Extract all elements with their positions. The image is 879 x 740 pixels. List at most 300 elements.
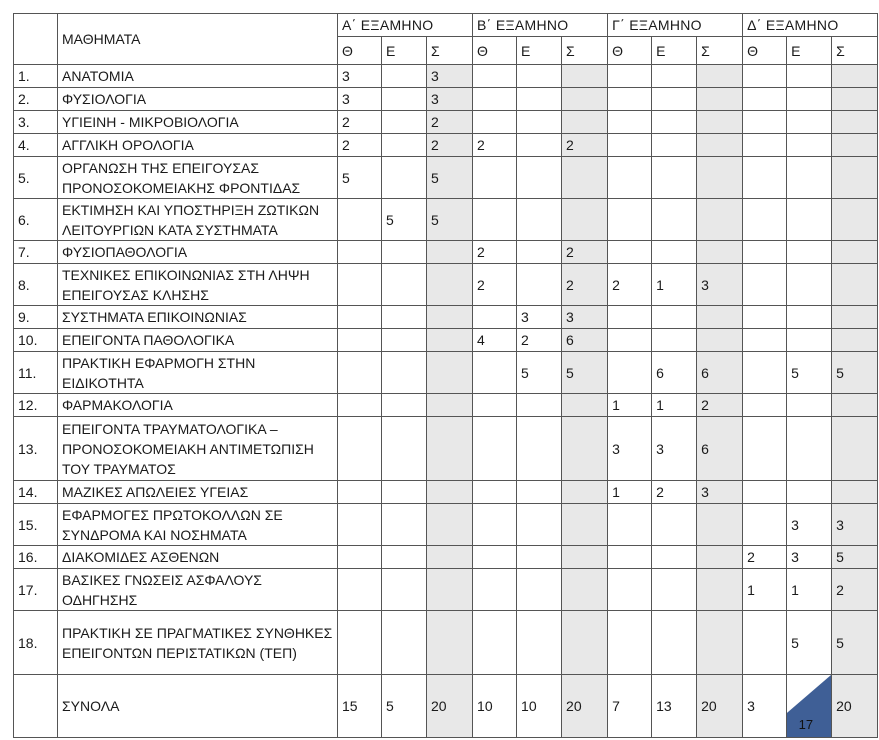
hours-total-cell: 6	[697, 352, 743, 394]
hours-total-cell	[832, 306, 878, 329]
hours-cell	[743, 611, 787, 675]
hours-cell: 3	[338, 65, 382, 88]
hours-cell	[473, 546, 517, 569]
hours-total-cell	[832, 134, 878, 157]
hours-total-cell	[697, 241, 743, 264]
hours-cell	[608, 306, 652, 329]
subcol-theory: Θ	[743, 37, 787, 65]
hours-total-cell	[697, 65, 743, 88]
table-row	[14, 417, 878, 481]
hours-total-cell	[832, 394, 878, 417]
subject-name: ΦΥΣΙΟΠΑΘΟΛΟΓΙΑ	[58, 241, 338, 264]
hours-total-cell	[562, 157, 608, 199]
table-row	[14, 65, 878, 88]
table-row	[14, 134, 878, 157]
table-body	[14, 65, 878, 675]
table-row	[14, 199, 878, 241]
table-row	[14, 481, 878, 504]
hours-cell: 5	[517, 352, 562, 394]
hours-cell: 1	[743, 569, 787, 611]
hours-cell	[382, 264, 427, 306]
subject-name: ΠΡΑΚΤΙΚΗ ΣΕ ΠΡΑΓΜΑΤΙΚΕΣ ΣΥΝΘΗΚΕΣ ΕΠΕΙΓΟΝΤΩΝ ΠΕΡΙΣΤΑΤΙΚΩΝ (ΤΕΠ)	[58, 611, 338, 675]
hours-cell	[652, 306, 697, 329]
hours-cell	[338, 546, 382, 569]
hours-cell	[743, 417, 787, 481]
hours-cell	[473, 199, 517, 241]
table-row	[14, 88, 878, 111]
hours-cell	[473, 504, 517, 546]
hours-cell	[787, 417, 832, 481]
hours-cell	[787, 134, 832, 157]
hours-total-cell	[562, 611, 608, 675]
hours-cell	[382, 157, 427, 199]
row-index: 16.	[14, 546, 58, 569]
hours-cell	[652, 199, 697, 241]
hours-cell	[382, 394, 427, 417]
hours-total-cell	[427, 241, 473, 264]
hours-cell	[743, 65, 787, 88]
hours-cell	[608, 88, 652, 111]
hours-total-cell: 5	[562, 352, 608, 394]
hours-total-cell	[427, 569, 473, 611]
subcol-lab: Ε	[382, 37, 427, 65]
hours-cell	[473, 481, 517, 504]
hours-cell	[473, 417, 517, 481]
hours-cell: 3	[652, 417, 697, 481]
subcol-lab: Ε	[517, 37, 562, 65]
hours-total-cell	[427, 504, 473, 546]
hours-total-cell	[832, 111, 878, 134]
hours-total-cell	[697, 157, 743, 199]
hours-cell	[608, 65, 652, 88]
totals-section	[14, 675, 878, 738]
total-value: 15	[338, 675, 382, 738]
hours-cell	[517, 417, 562, 481]
hours-cell: 5	[382, 199, 427, 241]
row-index: 5.	[14, 157, 58, 199]
hours-total-cell	[562, 111, 608, 134]
subject-name: ΤΕΧΝΙΚΕΣ ΕΠΙΚΟΙΝΩΝΙΑΣ ΣΤΗ ΛΗΨΗ ΕΠΕΙΓΟΥΣΑΣ ΚΛΗΣΗΣ	[58, 264, 338, 306]
hours-total-cell	[697, 504, 743, 546]
hours-total-cell	[832, 417, 878, 481]
hours-cell	[382, 134, 427, 157]
hours-cell	[517, 241, 562, 264]
hours-total-cell	[697, 306, 743, 329]
total-value: 20	[832, 675, 878, 738]
table-row	[14, 569, 878, 611]
hours-cell	[743, 329, 787, 352]
hours-cell	[743, 241, 787, 264]
subject-name: ΦΑΡΜΑΚΟΛΟΓΙΑ	[58, 394, 338, 417]
table-header	[14, 14, 878, 65]
hours-cell	[382, 546, 427, 569]
hours-cell	[382, 569, 427, 611]
hours-cell	[743, 481, 787, 504]
hours-cell: 6	[652, 352, 697, 394]
hours-cell	[608, 157, 652, 199]
hours-cell	[338, 611, 382, 675]
hours-cell	[382, 352, 427, 394]
hours-cell	[743, 352, 787, 394]
total-value: 3	[743, 675, 787, 738]
hours-total-cell: 3	[427, 65, 473, 88]
hours-cell: 3	[517, 306, 562, 329]
hours-total-cell: 5	[832, 611, 878, 675]
hours-cell	[473, 352, 517, 394]
hours-cell	[652, 65, 697, 88]
hours-cell: 1	[608, 394, 652, 417]
hours-cell	[473, 611, 517, 675]
total-value: 13	[652, 675, 697, 738]
hours-cell: 2	[473, 134, 517, 157]
subcol-lab: Ε	[787, 37, 832, 65]
hours-total-cell	[832, 88, 878, 111]
hours-cell	[652, 157, 697, 199]
hours-total-cell	[832, 241, 878, 264]
hours-cell	[652, 329, 697, 352]
subject-name: ΜΑΖΙΚΕΣ ΑΠΩΛΕΙΕΣ ΥΓΕΙΑΣ	[58, 481, 338, 504]
hours-cell	[743, 88, 787, 111]
hours-total-cell: 3	[832, 504, 878, 546]
row-index: 8.	[14, 264, 58, 306]
hours-cell	[743, 134, 787, 157]
hours-cell	[652, 111, 697, 134]
hours-total-cell: 3	[562, 306, 608, 329]
hours-cell: 2	[743, 546, 787, 569]
subject-name: ΠΡΑΚΤΙΚΗ ΕΦΑΡΜΟΓΗ ΣΤΗΝ ΕΙΔΙΚΟΤΗΤΑ	[58, 352, 338, 394]
hours-total-cell	[427, 329, 473, 352]
hours-cell	[382, 611, 427, 675]
hours-cell: 2	[652, 481, 697, 504]
hours-total-cell	[832, 329, 878, 352]
row-index: 4.	[14, 134, 58, 157]
total-value: 10	[517, 675, 562, 738]
hours-cell	[608, 611, 652, 675]
subject-name: ΑΓΓΛΙΚΗ ΟΡΟΛΟΓΙΑ	[58, 134, 338, 157]
hours-total-cell	[697, 199, 743, 241]
row-index: 11.	[14, 352, 58, 394]
hours-cell	[382, 329, 427, 352]
hours-cell: 2	[338, 111, 382, 134]
hours-total-cell	[562, 417, 608, 481]
hours-cell	[382, 481, 427, 504]
hours-total-cell: 2	[562, 241, 608, 264]
subject-name: ΣΥΣΤΗΜΑΤΑ ΕΠΙΚΟΙΝΩΝΙΑΣ	[58, 306, 338, 329]
semester-a-header: Α΄ ΕΞΑΜΗΝΟ	[338, 14, 473, 37]
row-index: 7.	[14, 241, 58, 264]
hours-cell	[787, 394, 832, 417]
hours-total-cell	[427, 352, 473, 394]
hours-cell: 1	[652, 394, 697, 417]
subject-name: ΔΙΑΚΟΜΙΔΕΣ ΑΣΘΕΝΩΝ	[58, 546, 338, 569]
hours-cell	[382, 111, 427, 134]
table-row	[14, 111, 878, 134]
hours-cell	[517, 481, 562, 504]
hours-cell	[338, 394, 382, 417]
hours-cell	[517, 88, 562, 111]
row-index: 1.	[14, 65, 58, 88]
hours-cell	[787, 111, 832, 134]
hours-cell	[517, 65, 562, 88]
hours-cell	[652, 88, 697, 111]
hours-cell	[743, 306, 787, 329]
hours-total-cell	[832, 65, 878, 88]
hours-total-cell: 6	[562, 329, 608, 352]
subcol-theory: Θ	[608, 37, 652, 65]
row-index: 14.	[14, 481, 58, 504]
table-row	[14, 329, 878, 352]
subcol-total: Σ	[697, 37, 743, 65]
row-index: 17.	[14, 569, 58, 611]
header-index-cell	[14, 14, 58, 65]
hours-total-cell	[832, 264, 878, 306]
hours-cell	[787, 88, 832, 111]
totals-index-cell	[14, 675, 58, 738]
hours-cell	[787, 157, 832, 199]
hours-total-cell	[697, 111, 743, 134]
hours-total-cell	[697, 88, 743, 111]
hours-total-cell: 5	[832, 352, 878, 394]
hours-cell	[338, 481, 382, 504]
hours-cell	[652, 611, 697, 675]
total-value: 20	[427, 675, 473, 738]
row-index: 10.	[14, 329, 58, 352]
hours-cell: 5	[338, 157, 382, 199]
hours-total-cell: 2	[562, 134, 608, 157]
hours-cell	[743, 394, 787, 417]
hours-cell	[652, 134, 697, 157]
hours-total-cell: 2	[697, 394, 743, 417]
subcol-lab: Ε	[652, 37, 697, 65]
hours-cell: 1	[652, 264, 697, 306]
hours-cell	[338, 329, 382, 352]
hours-cell	[382, 504, 427, 546]
subjects-header: ΜΑΘΗΜΑΤΑ	[58, 14, 338, 65]
hours-total-cell: 2	[427, 134, 473, 157]
hours-total-cell: 5	[832, 546, 878, 569]
hours-total-cell	[427, 417, 473, 481]
hours-cell	[743, 264, 787, 306]
table-row	[14, 241, 878, 264]
hours-total-cell	[427, 264, 473, 306]
hours-total-cell: 3	[697, 264, 743, 306]
hours-total-cell	[427, 306, 473, 329]
table-row	[14, 157, 878, 199]
hours-cell	[517, 611, 562, 675]
hours-cell	[608, 329, 652, 352]
hours-total-cell	[697, 546, 743, 569]
hours-cell	[517, 569, 562, 611]
hours-cell	[473, 157, 517, 199]
hours-cell: 3	[608, 417, 652, 481]
hours-cell	[338, 352, 382, 394]
hours-total-cell	[562, 481, 608, 504]
hours-cell	[787, 329, 832, 352]
hours-total-cell: 5	[427, 157, 473, 199]
subject-name: ΟΡΓΑΝΩΣΗ ΤΗΣ ΕΠΕΙΓΟΥΣΑΣ ΠΡΟΝΟΣΟΚΟΜΕΙΑΚΗΣ ΦΡΟΝΤΙΔΑΣ	[58, 157, 338, 199]
subject-name: ΒΑΣΙΚΕΣ ΓΝΩΣΕΙΣ ΑΣΦΑΛΟΥΣ ΟΔΗΓΗΣΗΣ	[58, 569, 338, 611]
hours-cell	[787, 199, 832, 241]
hours-total-cell	[562, 394, 608, 417]
hours-cell	[338, 199, 382, 241]
hours-cell: 2	[338, 134, 382, 157]
hours-total-cell	[697, 611, 743, 675]
hours-cell: 3	[787, 546, 832, 569]
row-index: 18.	[14, 611, 58, 675]
hours-cell	[608, 111, 652, 134]
hours-cell	[517, 394, 562, 417]
hours-total-cell: 2	[562, 264, 608, 306]
hours-total-cell: 3	[697, 481, 743, 504]
subject-name: ΦΥΣΙΟΛΟΓΙΑ	[58, 88, 338, 111]
hours-cell	[473, 306, 517, 329]
hours-cell: 3	[787, 504, 832, 546]
hours-total-cell: 5	[427, 199, 473, 241]
subcol-total: Σ	[427, 37, 473, 65]
hours-cell	[608, 199, 652, 241]
table-row	[14, 611, 878, 675]
total-value: 20	[562, 675, 608, 738]
hours-cell: 2	[608, 264, 652, 306]
hours-total-cell	[562, 65, 608, 88]
hours-cell	[743, 504, 787, 546]
hours-cell	[787, 65, 832, 88]
hours-cell	[787, 481, 832, 504]
totals-label: ΣΥΝΟΛΑ	[58, 675, 338, 738]
table-row	[14, 306, 878, 329]
hours-cell	[473, 111, 517, 134]
hours-cell: 3	[338, 88, 382, 111]
totals-row	[14, 675, 878, 738]
hours-cell	[652, 546, 697, 569]
hours-cell	[608, 241, 652, 264]
hours-cell	[382, 88, 427, 111]
hours-cell	[517, 264, 562, 306]
hours-total-cell	[832, 199, 878, 241]
subcol-theory: Θ	[338, 37, 382, 65]
hours-total-cell: 6	[697, 417, 743, 481]
row-index: 15.	[14, 504, 58, 546]
total-value: 5	[382, 675, 427, 738]
row-index: 3.	[14, 111, 58, 134]
subject-name: ΕΦΑΡΜΟΓΕΣ ΠΡΩΤΟΚΟΛΛΩΝ ΣΕ ΣΥΝΔΡΟΜΑ ΚΑΙ ΝΟΣΗΜΑΤΑ	[58, 504, 338, 546]
hours-cell	[787, 306, 832, 329]
hours-cell	[382, 241, 427, 264]
hours-total-cell	[427, 546, 473, 569]
hours-cell	[517, 504, 562, 546]
row-index: 6.	[14, 199, 58, 241]
row-index: 13.	[14, 417, 58, 481]
curriculum-table	[13, 13, 878, 738]
hours-cell	[608, 352, 652, 394]
subject-name: ΕΠΕΙΓΟΝΤΑ ΤΡΑΥΜΑΤΟΛΟΓΙΚΑ – ΠΡΟΝΟΣΟΚΟΜΕΙΑΚΗ ΑΝΤΙΜΕΤΩΠΙΣΗ ΤΟΥ ΤΡΑΥΜΑΤΟΣ	[58, 417, 338, 481]
row-index: 12.	[14, 394, 58, 417]
hours-total-cell	[832, 481, 878, 504]
table-row	[14, 504, 878, 546]
subject-name: ΕΚΤΙΜΗΣΗ ΚΑΙ ΥΠΟΣΤΗΡΙΞΗ ΖΩΤΙΚΩΝ ΛΕΙΤΟΥΡΓΙΩΝ ΚΑΤΑ ΣΥΣΤΗΜΑΤΑ	[58, 199, 338, 241]
semester-c-header: Γ΄ ΕΞΑΜΗΝΟ	[608, 14, 743, 37]
semester-b-header: Β΄ ΕΞΑΜΗΝΟ	[473, 14, 608, 37]
hours-cell	[517, 157, 562, 199]
semester-d-header: Δ΄ ΕΞΑΜΗΝΟ	[743, 14, 878, 37]
hours-cell	[382, 417, 427, 481]
table-row	[14, 546, 878, 569]
hours-cell	[517, 199, 562, 241]
total-value: 7	[608, 675, 652, 738]
hours-cell: 2	[473, 264, 517, 306]
hours-cell: 1	[608, 481, 652, 504]
hours-cell	[517, 546, 562, 569]
hours-total-cell: 2	[427, 111, 473, 134]
subject-name: ΑΝΑΤΟΜΙΑ	[58, 65, 338, 88]
hours-cell	[517, 111, 562, 134]
hours-total-cell	[697, 134, 743, 157]
table-row	[14, 264, 878, 306]
hours-total-cell	[427, 611, 473, 675]
hours-cell	[473, 569, 517, 611]
hours-cell	[652, 569, 697, 611]
row-index: 2.	[14, 88, 58, 111]
subcol-total: Σ	[832, 37, 878, 65]
table-row	[14, 352, 878, 394]
hours-cell	[517, 134, 562, 157]
total-value: 20	[697, 675, 743, 738]
hours-total-cell	[562, 569, 608, 611]
hours-total-cell	[562, 504, 608, 546]
subcol-theory: Θ	[473, 37, 517, 65]
hours-cell	[652, 241, 697, 264]
hours-total-cell: 2	[832, 569, 878, 611]
hours-cell: 2	[517, 329, 562, 352]
hours-total-cell	[427, 394, 473, 417]
hours-cell	[608, 504, 652, 546]
total-value: 10	[473, 675, 517, 738]
hours-cell	[338, 417, 382, 481]
hours-cell	[338, 504, 382, 546]
table-row	[14, 394, 878, 417]
hours-cell: 1	[787, 569, 832, 611]
hours-cell	[787, 264, 832, 306]
hours-cell: 2	[473, 241, 517, 264]
row-index: 9.	[14, 306, 58, 329]
hours-total-cell	[562, 546, 608, 569]
hours-total-cell	[697, 329, 743, 352]
hours-cell	[608, 546, 652, 569]
hours-cell	[338, 306, 382, 329]
hours-cell	[338, 569, 382, 611]
hours-total-cell	[697, 569, 743, 611]
hours-total-cell	[562, 199, 608, 241]
hours-total-cell: 3	[427, 88, 473, 111]
hours-cell: 5	[787, 352, 832, 394]
page-number: 17	[798, 717, 814, 732]
hours-cell	[473, 88, 517, 111]
hours-total-cell	[832, 157, 878, 199]
hours-cell: 4	[473, 329, 517, 352]
hours-cell	[608, 569, 652, 611]
total-value-corner	[787, 675, 832, 738]
subcol-total: Σ	[562, 37, 608, 65]
hours-total-cell	[427, 481, 473, 504]
hours-cell	[382, 306, 427, 329]
subject-name: ΕΠΕΙΓΟΝΤΑ ΠΑΘΟΛΟΓΙΚΑ	[58, 329, 338, 352]
hours-cell	[338, 264, 382, 306]
hours-cell	[338, 241, 382, 264]
hours-cell	[787, 241, 832, 264]
hours-cell	[473, 394, 517, 417]
hours-cell	[743, 111, 787, 134]
hours-cell	[608, 134, 652, 157]
